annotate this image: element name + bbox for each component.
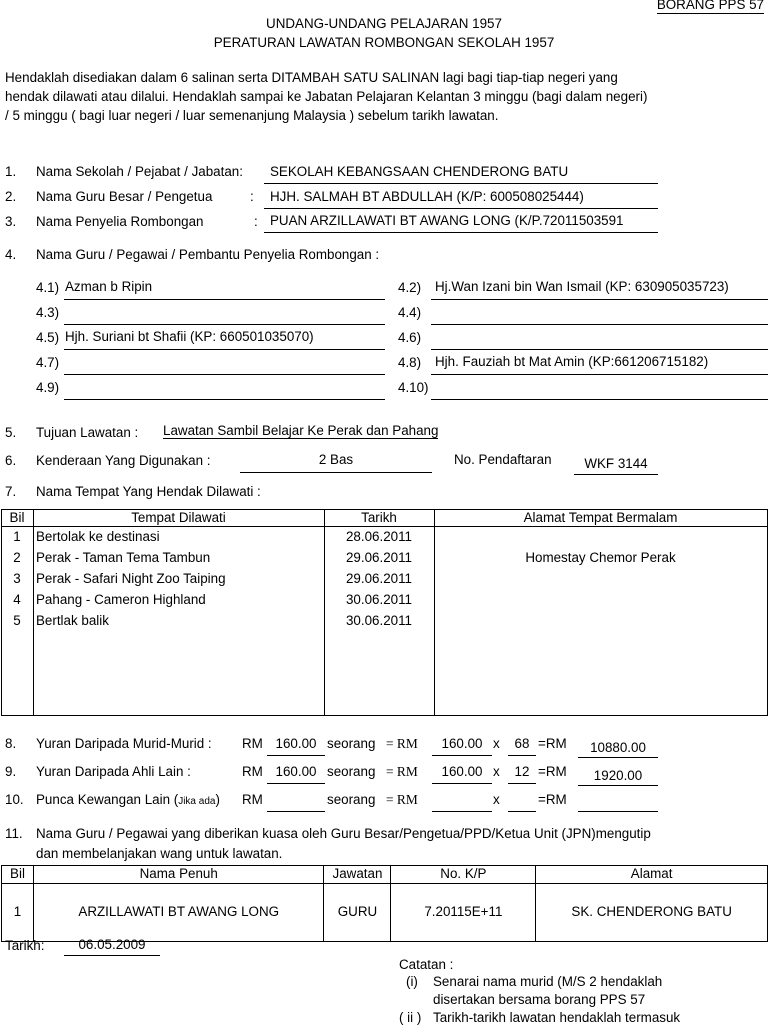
item-9-seorang: seorang bbox=[327, 764, 376, 779]
authorized-header-name: Nama Penuh bbox=[33, 866, 324, 884]
places-row-5-bil: 5 bbox=[13, 613, 21, 628]
student-fee-amount-underline bbox=[267, 755, 325, 756]
item-8-rm: RM bbox=[242, 736, 263, 751]
assistant-4-5-underline bbox=[64, 349, 385, 350]
student-count[interactable]: 68 bbox=[514, 736, 530, 751]
assistant-4-6-number: 4.6) bbox=[398, 330, 422, 345]
places-header-date: Tarikh bbox=[361, 510, 397, 525]
other-fee-unit-underline bbox=[432, 811, 492, 812]
item-10-seorang: seorang bbox=[327, 792, 376, 807]
places-row-4-place: Pahang - Cameron Highland bbox=[36, 592, 206, 607]
item-7-label: Nama Tempat Yang Hendak Dilawati : bbox=[36, 484, 261, 499]
student-count-underline bbox=[508, 755, 536, 756]
accommodation-value: Homestay Chemor Perak bbox=[525, 550, 676, 565]
intro-line-3: / 5 minggu ( bagi luar negeri / luar semenanjung Malaysia ) sebelum tarikh lawatan. bbox=[5, 108, 499, 123]
assistant-4-2-number: 4.2) bbox=[398, 280, 422, 295]
item-11-line-2: dan membelanjakan wang untuk lawatan. bbox=[36, 846, 283, 861]
authorized-header-ic: No. K/P bbox=[391, 866, 536, 884]
other-fee-amount-underline bbox=[267, 811, 325, 812]
item-10-rm: RM bbox=[242, 792, 263, 807]
member-fee-amount-underline bbox=[267, 783, 325, 784]
assistant-4-8-underline bbox=[431, 374, 768, 375]
other-fee-total-underline bbox=[578, 811, 658, 812]
authorized-row-address: SK. CHENDERONG BATU bbox=[536, 884, 768, 942]
headmaster-underline bbox=[264, 208, 658, 209]
places-row-1-date: 28.06.2011 bbox=[345, 529, 413, 544]
places-table-col-border bbox=[434, 509, 435, 715]
authorized-row-bil: 1 bbox=[2, 884, 34, 942]
item-4-number: 4. bbox=[5, 247, 17, 262]
item-10-label-note: Jika ada bbox=[178, 796, 216, 807]
assistant-4-2-value[interactable]: Hj.Wan Izani bin Wan Ismail (KP: 630905035723) bbox=[435, 279, 729, 294]
registration-label: No. Pendaftaran bbox=[454, 452, 552, 467]
item-10-label-end: ) bbox=[215, 792, 220, 807]
supervisor-underline bbox=[264, 232, 658, 233]
assistant-4-9-underline bbox=[64, 399, 385, 400]
assistant-4-7-number: 4.7) bbox=[36, 355, 60, 370]
item-2-colon: : bbox=[250, 189, 254, 204]
item-6-label: Kenderaan Yang Digunakan : bbox=[36, 453, 211, 468]
item-4-label: Nama Guru / Pegawai / Pembantu Penyelia Rombongan : bbox=[36, 247, 380, 262]
assistant-4-10-number: 4.10) bbox=[398, 380, 429, 395]
item-2-number: 2. bbox=[5, 189, 17, 204]
item-8-equals: =RM bbox=[538, 736, 567, 751]
assistant-4-5-value[interactable]: Hjh. Suriani bt Shafii (KP: 660501035070) bbox=[65, 329, 314, 344]
places-row-3-date: 29.06.2011 bbox=[345, 571, 413, 586]
student-fee-amount[interactable]: 160.00 bbox=[275, 736, 317, 751]
item-11-number: 11. bbox=[5, 826, 23, 841]
other-count-underline bbox=[508, 811, 536, 812]
places-header-accommodation: Alamat Tempat Bermalam bbox=[523, 510, 678, 525]
places-row-3-bil: 3 bbox=[13, 571, 21, 586]
authorized-table bbox=[1, 865, 768, 942]
form-code: BORANG PPS 57 bbox=[657, 0, 764, 14]
assistant-4-1-number: 4.1) bbox=[36, 280, 60, 295]
school-name-underline bbox=[264, 183, 658, 184]
item-9-label: Yuran Daripada Ahli Lain : bbox=[36, 764, 191, 779]
places-row-5-date: 30.06.2011 bbox=[345, 613, 413, 628]
notes-1-text: Senarai nama murid (M/S 2 hendaklah bbox=[433, 974, 663, 989]
assistant-4-2-underline bbox=[431, 299, 768, 300]
places-table-col-border bbox=[33, 509, 34, 715]
school-name-value[interactable]: SEKOLAH KEBANGSAAN CHENDERONG BATU bbox=[270, 164, 569, 179]
assistant-4-1-underline bbox=[64, 299, 385, 300]
member-fee-unit: 160.00 bbox=[441, 764, 483, 779]
member-fee-total: 1920.00 bbox=[593, 768, 643, 783]
item-5-label: Tujuan Lawatan : bbox=[36, 425, 139, 440]
places-row-4-bil: 4 bbox=[13, 592, 21, 607]
places-header-bil: Bil bbox=[9, 510, 25, 525]
item-9-number: 9. bbox=[5, 764, 17, 779]
item-10-equals-rm: = RM bbox=[386, 792, 418, 807]
registration-value[interactable]: WKF 3144 bbox=[584, 456, 648, 471]
authorized-header-bil: Bil bbox=[2, 866, 34, 884]
authorized-row-ic: 7.20115E+11 bbox=[391, 884, 536, 942]
vehicle-value[interactable]: 2 Bas bbox=[318, 452, 354, 467]
assistant-4-8-value[interactable]: Hjh. Fauziah bt Mat Amin (KP:661206715182) bbox=[435, 354, 709, 369]
places-table-bottom-border bbox=[1, 715, 768, 716]
item-9-times: x bbox=[493, 764, 500, 779]
assistant-4-6-underline bbox=[431, 349, 768, 350]
places-row-1-place: Bertolak ke destinasi bbox=[36, 529, 160, 544]
item-10-times: x bbox=[493, 792, 500, 807]
places-row-2-bil: 2 bbox=[13, 550, 21, 565]
authorized-header-address: Alamat bbox=[536, 866, 768, 884]
notes-1-number: (i) bbox=[406, 974, 418, 989]
assistant-4-4-underline bbox=[431, 324, 768, 325]
authorized-header-post: Jawatan bbox=[324, 866, 391, 884]
item-8-number: 8. bbox=[5, 736, 17, 751]
table-row bbox=[2, 884, 768, 942]
assistant-4-3-underline bbox=[64, 324, 385, 325]
title-act: UNDANG-UNDANG PELAJARAN 1957 bbox=[266, 16, 502, 31]
item-7-number: 7. bbox=[5, 484, 17, 499]
registration-underline bbox=[574, 474, 658, 475]
assistant-4-10-underline bbox=[431, 399, 768, 400]
notes-title: Catatan : bbox=[399, 957, 454, 972]
places-row-2-place: Perak - Taman Tema Tambun bbox=[36, 550, 211, 565]
assistant-4-8-number: 4.8) bbox=[398, 355, 422, 370]
item-3-colon: : bbox=[254, 214, 258, 229]
assistant-4-1-value[interactable]: Azman b Ripin bbox=[65, 279, 153, 294]
member-fee-total-underline bbox=[578, 785, 658, 786]
assistant-4-5-number: 4.5) bbox=[36, 330, 60, 345]
member-count[interactable]: 12 bbox=[514, 764, 530, 779]
authorized-row-post: GURU bbox=[324, 884, 391, 942]
item-11-line-1: Nama Guru / Pegawai yang diberikan kuasa oleh Guru Besar/Pengetua/PPD/Ketua Unit (JPN)mengutip bbox=[36, 826, 651, 841]
item-3-number: 3. bbox=[5, 214, 17, 229]
places-row-1-bil: 1 bbox=[13, 529, 21, 544]
item-9-rm: RM bbox=[242, 764, 263, 779]
item-3-label: Nama Penyelia Rombongan bbox=[36, 214, 204, 229]
date-label: Tarikh: bbox=[5, 938, 45, 953]
places-row-3-place: Perak - Safari Night Zoo Taiping bbox=[36, 571, 226, 586]
member-fee-unit-underline bbox=[432, 783, 492, 784]
member-fee-amount[interactable]: 160.00 bbox=[275, 764, 317, 779]
places-table-header-border bbox=[1, 526, 768, 527]
item-5-number: 5. bbox=[5, 425, 17, 440]
item-8-seorang: seorang bbox=[327, 736, 376, 751]
trip-purpose-value[interactable]: Lawatan Sambil Belajar Ke Perak dan Pahang bbox=[163, 423, 439, 438]
item-9-equals: =RM bbox=[538, 764, 567, 779]
notes-1-text-cont: disertakan bersama borang PPS 57 bbox=[433, 992, 646, 1007]
assistant-4-4-number: 4.4) bbox=[398, 305, 422, 320]
vehicle-underline bbox=[240, 472, 432, 473]
notes-2-number: ( ii ) bbox=[399, 1010, 422, 1025]
student-fee-unit-underline bbox=[432, 755, 492, 756]
assistant-4-9-number: 4.9) bbox=[36, 380, 60, 395]
item-6-number: 6. bbox=[5, 453, 17, 468]
authorized-row-name: ARZILLAWATI BT AWANG LONG bbox=[33, 884, 324, 942]
student-fee-total: 10880.00 bbox=[590, 740, 646, 755]
item-2-label: Nama Guru Besar / Pengetua bbox=[36, 189, 213, 204]
intro-line-2: hendak dilawati atau dilalui. Hendaklah sampai ke Jabatan Pelajaran Kelantan 3 minggu (bagi dalam negeri) bbox=[5, 89, 648, 104]
item-1-number: 1. bbox=[5, 164, 17, 179]
authorized-header-row bbox=[2, 866, 768, 884]
item-9-equals-rm: = RM bbox=[386, 764, 418, 779]
date-underline bbox=[64, 955, 160, 956]
item-1-label: Nama Sekolah / Pejabat / Jabatan: bbox=[36, 164, 243, 179]
headmaster-value[interactable]: HJH. SALMAH BT ABDULLAH (K/P: 600508025444) bbox=[270, 189, 584, 204]
places-header-place: Tempat Dilawati bbox=[131, 510, 226, 525]
assistant-4-3-number: 4.3) bbox=[36, 305, 60, 320]
title-regulation: PERATURAN LAWATAN ROMBONGAN SEKOLAH 1957 bbox=[213, 35, 555, 50]
places-row-4-date: 30.06.2011 bbox=[345, 592, 413, 607]
item-10-number: 10. bbox=[5, 792, 24, 807]
intro-line-1: Hendaklah disediakan dalam 6 salinan serta DITAMBAH SATU SALINAN lagi bagi tiap-tiap negeri yang bbox=[5, 70, 618, 85]
places-row-2-date: 29.06.2011 bbox=[345, 550, 413, 565]
item-8-equals-rm: = RM bbox=[386, 736, 418, 751]
member-count-underline bbox=[508, 783, 536, 784]
item-10-label-main: Punca Kewangan Lain ( bbox=[36, 792, 179, 807]
item-10-label bbox=[36, 792, 220, 808]
assistant-4-7-underline bbox=[64, 374, 385, 375]
item-10-equals: =RM bbox=[538, 792, 567, 807]
item-8-times: x bbox=[493, 736, 500, 751]
student-fee-unit: 160.00 bbox=[441, 736, 483, 751]
item-8-label: Yuran Daripada Murid-Murid : bbox=[36, 736, 212, 751]
supervisor-value[interactable]: PUAN ARZILLAWATI BT AWANG LONG (K/P.72011503591 bbox=[270, 213, 624, 228]
notes-2-text: Tarikh-tarikh lawatan hendaklah termasuk bbox=[433, 1010, 681, 1025]
date-value[interactable]: 06.05.2009 bbox=[78, 937, 146, 952]
student-fee-total-underline bbox=[578, 757, 658, 758]
places-row-5-place: Bertlak balik bbox=[36, 613, 109, 628]
